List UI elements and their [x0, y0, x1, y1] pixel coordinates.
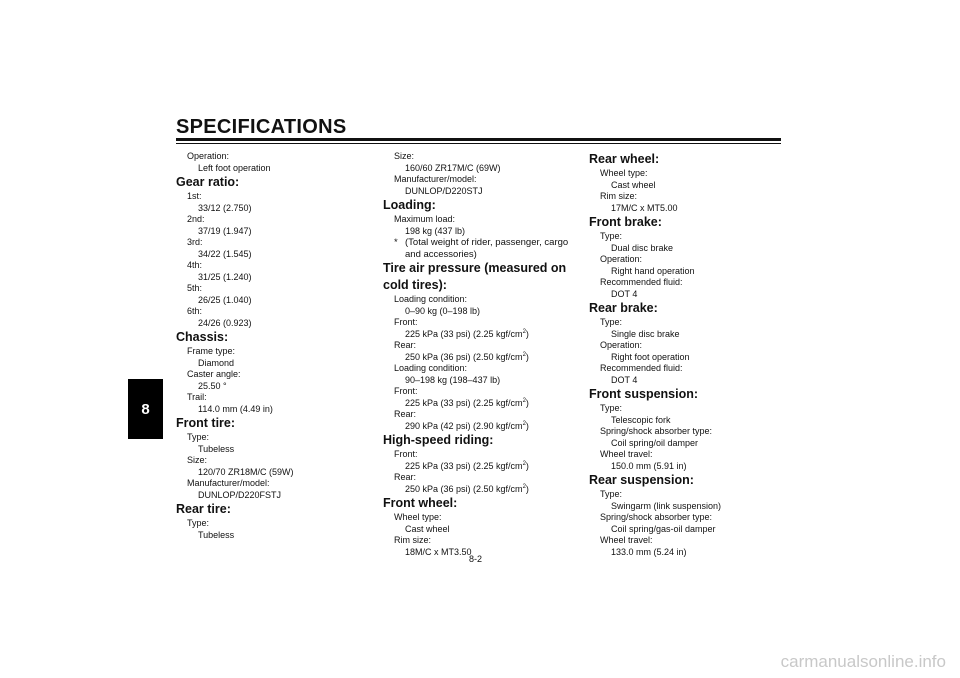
section-heading: Loading:	[383, 198, 436, 212]
spec-label: Maximum load:	[394, 214, 456, 224]
section-heading: Rear suspension:	[589, 473, 694, 487]
spec-label: Manufacturer/model:	[187, 478, 270, 488]
section-heading: Rear brake:	[589, 301, 658, 315]
spec-value	[383, 484, 583, 496]
spec-label: Loading condition:	[394, 363, 468, 373]
page-title: SPECIFICATIONS	[176, 116, 347, 138]
spec-value: Diamond	[198, 357, 235, 368]
spec-label: Size:	[187, 455, 208, 465]
spec-value: 17M/C x MT5.00	[611, 202, 678, 213]
spec-value-tail: )	[525, 420, 529, 431]
spec-value: Single disc brake	[611, 328, 680, 339]
spec-label: Loading condition:	[394, 294, 468, 304]
spec-value-tail: )	[525, 460, 529, 471]
spec-column-2	[383, 151, 583, 558]
spec-value-tail: )	[525, 397, 529, 408]
spec-value-tail: )	[525, 351, 529, 362]
spec-value-text: 250 kPa (36 psi) (2.50 kgf/cm	[405, 483, 523, 494]
section-heading: Tire air pressure (measured on cold tires):	[383, 261, 567, 292]
page-number: 8-2	[469, 554, 483, 564]
spec-value: Swingarm (link suspension)	[611, 500, 722, 511]
spec-value: Left foot operation	[198, 162, 271, 173]
spec-label: Type:	[600, 231, 623, 241]
spec-value: 114.0 mm (4.49 in)	[198, 403, 273, 414]
spec-label: Size:	[394, 151, 415, 161]
section-heading: Front brake:	[589, 215, 662, 229]
spec-value-superscript: 2	[522, 483, 526, 490]
footnote-text: (Total weight of rider, passenger, cargo	[405, 237, 569, 248]
spec-label: 4th:	[187, 260, 203, 270]
spec-value: 198 kg (437 lb)	[405, 225, 466, 236]
spec-value: 34/22 (1.545)	[198, 248, 252, 259]
spec-label: Type:	[600, 317, 623, 327]
spec-label: Spring/shock absorber type:	[600, 426, 713, 436]
spec-value: Tubeless	[198, 529, 235, 540]
spec-value: 0–90 kg (0–198 lb)	[405, 305, 481, 316]
section-heading: Front wheel:	[383, 496, 458, 510]
section-heading: High-speed riding:	[383, 433, 494, 447]
spec-label: Wheel travel:	[600, 449, 653, 459]
spec-label: 1st:	[187, 191, 202, 201]
spec-label: Operation:	[187, 151, 230, 161]
spec-label: Operation:	[600, 340, 643, 350]
spec-label: Rear:	[394, 340, 417, 350]
spec-value: 150.0 mm (5.91 in)	[611, 460, 687, 471]
spec-label: Rim size:	[600, 191, 638, 201]
spec-value: 18M/C x MT3.50	[405, 546, 472, 557]
spec-label: Operation:	[600, 254, 643, 264]
spec-label: Rear:	[394, 472, 417, 482]
title-rule-thin	[176, 143, 781, 144]
spec-value-text: 290 kPa (42 psi) (2.90 kgf/cm	[405, 420, 523, 431]
spec-value	[383, 421, 583, 433]
spec-label: Recommended fluid:	[600, 277, 683, 287]
section-heading: Front tire:	[176, 416, 236, 430]
section-heading: Rear wheel:	[589, 152, 660, 166]
spec-value: 133.0 mm (5.24 in)	[611, 546, 687, 557]
spec-label: Wheel type:	[600, 168, 648, 178]
spec-label: 6th:	[187, 306, 203, 316]
footnote-continuation: and accessories)	[405, 248, 477, 260]
footnote-asterisk: *	[394, 237, 398, 248]
spec-value: Right foot operation	[611, 351, 690, 362]
spec-value: 24/26 (0.923)	[198, 317, 252, 328]
spec-value: 37/19 (1.947)	[198, 225, 252, 236]
spec-label: Recommended fluid:	[600, 363, 683, 373]
section-heading: Gear ratio:	[176, 175, 240, 189]
spec-label: Type:	[600, 403, 623, 413]
title-rule-thick	[176, 138, 781, 141]
spec-label: 2nd:	[187, 214, 205, 224]
spec-label: 3rd:	[187, 237, 203, 247]
spec-label: Spring/shock absorber type:	[600, 512, 713, 522]
spec-value: Coil spring/gas-oil damper	[611, 523, 716, 534]
spec-value: 25.50 °	[198, 380, 227, 391]
spec-value: DOT 4	[611, 374, 638, 385]
spec-value-superscript: 2	[522, 328, 526, 335]
spec-value: Cast wheel	[405, 523, 450, 534]
spec-value: Dual disc brake	[611, 242, 674, 253]
spec-label: 5th:	[187, 283, 203, 293]
spec-value: Cast wheel	[611, 179, 656, 190]
spec-value: Right hand operation	[611, 265, 695, 276]
section-heading: Chassis:	[176, 330, 229, 344]
spec-value: 90–198 kg (198–437 lb)	[405, 374, 501, 385]
spec-label: Wheel travel:	[600, 535, 653, 545]
spec-value: Coil spring/oil damper	[611, 437, 699, 448]
spec-column-1	[176, 151, 366, 541]
spec-value: Telescopic fork	[611, 414, 671, 425]
spec-value: 31/25 (1.240)	[198, 271, 252, 282]
spec-value: DUNLOP/D220FSTJ	[198, 489, 282, 500]
section-heading: Front suspension:	[589, 387, 699, 401]
spec-label: Rim size:	[394, 535, 432, 545]
spec-value-superscript: 2	[522, 460, 526, 467]
spec-value: DOT 4	[611, 288, 638, 299]
spec-value: 120/70 ZR18M/C (59W)	[198, 466, 294, 477]
spec-label: Front:	[394, 317, 418, 327]
spec-value	[383, 329, 583, 341]
spec-label: Caster angle:	[187, 369, 241, 379]
spec-value-tail: )	[525, 328, 529, 339]
spec-value: 26/25 (1.040)	[198, 294, 252, 305]
spec-label: Type:	[187, 518, 210, 528]
spec-value-tail: )	[525, 483, 529, 494]
spec-value: 160/60 ZR17M/C (69W)	[405, 162, 501, 173]
section-heading: Rear tire:	[176, 502, 231, 516]
spec-value	[383, 352, 583, 364]
spec-value-superscript: 2	[522, 351, 526, 358]
spec-label: Type:	[600, 489, 623, 499]
spec-value-superscript: 2	[522, 420, 526, 427]
chapter-tab: 8	[128, 379, 163, 439]
spec-value: 33/12 (2.750)	[198, 202, 252, 213]
spec-label: Manufacturer/model:	[394, 174, 477, 184]
spec-value-text: 225 kPa (33 psi) (2.25 kgf/cm	[405, 460, 523, 471]
spec-label: Type:	[187, 432, 210, 442]
footnote	[383, 237, 583, 249]
spec-value-text: 225 kPa (33 psi) (2.25 kgf/cm	[405, 397, 523, 408]
spec-label: Front:	[394, 386, 418, 396]
spec-label: Wheel type:	[394, 512, 442, 522]
spec-value-text: 250 kPa (36 psi) (2.50 kgf/cm	[405, 351, 523, 362]
spec-label: Front:	[394, 449, 418, 459]
spec-value	[383, 461, 583, 473]
spec-value: DUNLOP/D220STJ	[405, 185, 483, 196]
watermark: carmanualsonline.info	[780, 652, 946, 671]
spec-value-superscript: 2	[522, 397, 526, 404]
spec-label: Rear:	[394, 409, 417, 419]
spec-column-3	[589, 151, 781, 558]
spec-value: Tubeless	[198, 443, 235, 454]
spec-label: Trail:	[187, 392, 207, 402]
spec-value-text: 225 kPa (33 psi) (2.25 kgf/cm	[405, 328, 523, 339]
spec-label: Frame type:	[187, 346, 236, 356]
spec-value	[383, 398, 583, 410]
